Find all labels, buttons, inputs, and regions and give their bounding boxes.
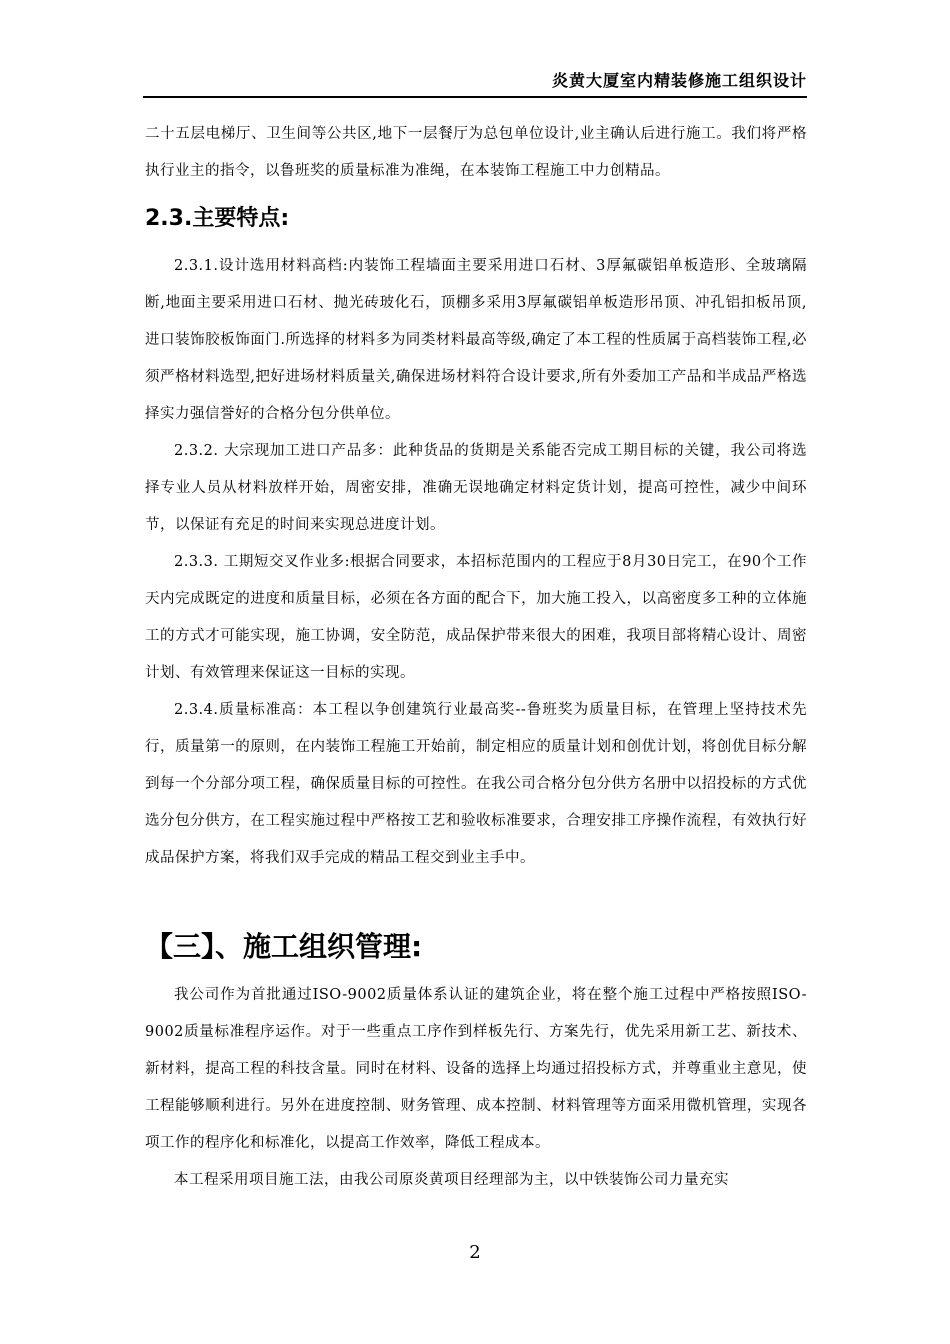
chapter-heading-3: 【三】、施工组织管理: xyxy=(145,930,423,963)
paragraph-2-3-2: 2.3.2. 大宗现加工进口产品多：此种货品的货期是关系能否完成工期目标的关键，我公司将选择专业人员从材料放样开始，周密安排，准确无误地确定材料定货计划，提高可控性，减少中间环节，以保证有充足的时间来实现总进度计划。 xyxy=(145,443,807,533)
paragraph-3-1: 我公司作为首批通过ISO-9002质量体系认证的建筑企业，将在整个施工过程中严格按照ISO-9002质量标准程序运作。对于一些重点工序作到样板先行、方案先行，优先采用新工艺、新技术、新材料，提高工程的科技含量。同时在材料、设备的选择上均通过招投标方式，并尊重业主意见，使工程能够顺利进行。另外在进度控制、财务管理、成本控制、材料管理等方面采用微机管理，实现各项工作的程序化和标准化，以提高工作效率，降低工程成本。 xyxy=(145,987,807,1151)
header-title: 炎黄大厦室内精装修施工组织设计 xyxy=(551,71,807,90)
section-spacer xyxy=(145,877,807,917)
paragraph-2-3-3: 2.3.3. 工期短交叉作业多:根据合同要求，本招标范围内的工程应于8月30日完工，在90个工作天内完成既定的进度和质量目标，必须在各方面的配合下，加大施工投入，以高密度多工种的立体施工的方式才可能实现，施工协调，安全防范，成品保护带来很大的困难，我项目部将精心设计、周密计划、有效管理来保证这一目标的实现。 xyxy=(145,554,807,681)
page-number: 2 xyxy=(469,1242,481,1263)
paragraph-3-2: 本工程采用项目施工法，由我公司原炎黄项目经理部为主，以中铁装饰公司力量充实 xyxy=(174,1172,729,1188)
section-heading-2-3: 2.3.主要特点: xyxy=(145,206,290,231)
page-header xyxy=(143,62,807,98)
page-content xyxy=(145,116,807,1199)
paragraph-2-3-4: 2.3.4.质量标准高：本工程以争创建筑行业最高奖--鲁班奖为质量目标，在管理上坚持技术先行，质量第一的原则，在内装饰工程施工开始前，制定相应的质量计划和创优计划，将创优目标分解到每一个分部分项工程，确保质量目标的可控性。在我公司合格分包分供方名册中以招投标的方式优选分包分供方，在工程实施过程中严格按工艺和验收标准要求，合理安排工序操作流程，有效执行好成品保护方案，将我们双手完成的精品工程交到业主手中。 xyxy=(145,702,807,866)
paragraph-2-3-1: 2.3.1.设计选用材料高档:内装饰工程墙面主要采用进口石材、3厚氟碳铝单板造形、全玻璃隔断,地面主要采用进口石材、抛光砖玻化石，顶棚多采用3厚氟碳铝单板造形吊顶、冲孔铝扣板吊顶,进口装饰胶板饰面门.所选择的材料多为同类材料最高等级,确定了本工程的性质属于高档装饰工程,必须严格材料选型,把好进场材料质量关,确保进场材料符合设计要求,所有外委加工产品和半成品严格选择实力强信誉好的合格分包分供单位。 xyxy=(145,258,807,422)
intro-paragraph: 二十五层电梯厅、卫生间等公共区,地下一层餐厅为总包单位设计,业主确认后进行施工。我们将严格执行业主的指令，以鲁班奖的质量标准为准绳，在本装饰工程施工中力创精品。 xyxy=(145,126,807,179)
